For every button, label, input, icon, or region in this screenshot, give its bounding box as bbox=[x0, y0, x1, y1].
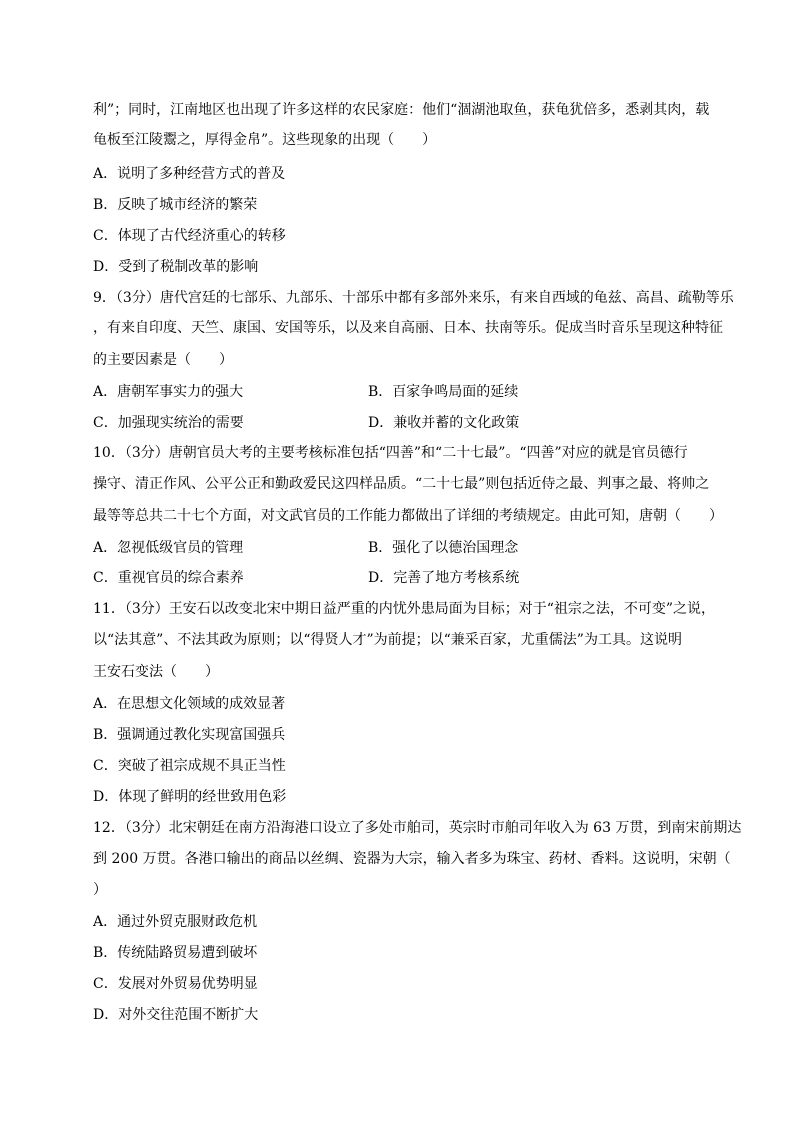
q11-option-a: A．在思想文化领域的成效显著 bbox=[93, 696, 286, 712]
q10-stem-line-2: 操守、清正作风、公平公正和勤政爱民这四样品质。“二十七最”则包括近侍之最、判事之最、将帅之 bbox=[93, 476, 710, 492]
q12-option-d: D．对外交往范围不断扩大 bbox=[93, 1007, 259, 1023]
q11-stem-line-2: 以“法其意”、不法其政为原则；以“得贤人才”为前提；以“兼采百家，尤重儒法”为工具。这说明 bbox=[93, 632, 682, 648]
q11-option-d: D．体现了鲜明的经世致用色彩 bbox=[93, 789, 287, 805]
q9-stem-line-3: 的主要因素是（ ） bbox=[93, 352, 233, 368]
q9-stem-line-1: 9．（3分）唐代宫廷的七部乐、九部乐、十部乐中都有多部外来乐，有来自西域的龟兹、高昌、疏勒等乐 bbox=[93, 290, 734, 306]
q11-stem-line-3: 王安石变法（ ） bbox=[93, 664, 219, 680]
q11-option-c: C．突破了祖宗成规不具正当性 bbox=[93, 758, 286, 774]
q8-option-a: A．说明了多种经营方式的普及 bbox=[93, 166, 286, 182]
q12-stem-line-3: ） bbox=[93, 882, 107, 898]
q9-option-d: D．兼收并蓄的文化政策 bbox=[368, 415, 520, 431]
q11-option-b: B．强调通过教化实现富国强兵 bbox=[93, 727, 286, 743]
q8-option-c: C．体现了古代经济重心的转移 bbox=[93, 228, 286, 244]
q9-option-b: B．百家争鸣局面的延续 bbox=[368, 384, 519, 400]
q10-option-c: C．重视官员的综合素养 bbox=[93, 570, 244, 586]
q12-option-c: C．发展对外贸易优势明显 bbox=[93, 976, 258, 992]
q9-option-a: A．唐朝军事实力的强大 bbox=[93, 384, 244, 400]
q8-stem-line-1: 利”；同时，江南地区也出现了许多这样的农民家庭：他们“涸湖池取鱼，获龟犹倍多，悉剥其肉，载 bbox=[93, 102, 710, 118]
q10-option-d: D．完善了地方考核系统 bbox=[368, 570, 520, 586]
q8-option-b: B．反映了城市经济的繁荣 bbox=[93, 197, 258, 213]
q9-option-c: C．加强现实统治的需要 bbox=[93, 415, 244, 431]
q10-stem-line-3: 最等等总共二十七个方面，对文武官员的工作能力都做出了详细的考绩规定。由此可知，唐朝（ ） bbox=[93, 508, 723, 524]
q10-stem-line-1: 10．（3分）唐朝官员大考的主要考核标准包括“四善”和“二十七最”。“四善”对应的就是官员德行 bbox=[93, 445, 688, 461]
q8-stem-line-2: 龟板至江陵鬻之，厚得金帛”。这些现象的出现（ ） bbox=[93, 132, 437, 148]
q10-option-b: B．强化了以德治国理念 bbox=[368, 540, 519, 556]
q9-stem-line-2: ，有来自印度、天竺、康国、安国等乐，以及来自高丽、日本、扶南等乐。促成当时音乐呈现这种特征 bbox=[93, 320, 723, 336]
q12-option-a: A．通过外贸克服财政危机 bbox=[93, 914, 258, 930]
q11-stem-line-1: 11．（3分）王安石以改变北宋中期日益严重的内忧外患局面为目标；对于“祖宗之法，不可变”之说， bbox=[93, 601, 716, 617]
q8-option-d: D．受到了税制改革的影响 bbox=[93, 259, 259, 275]
q12-option-b: B．传统陆路贸易遭到破坏 bbox=[93, 945, 258, 961]
q10-option-a: A．忽视低级官员的管理 bbox=[93, 540, 244, 556]
q12-stem-line-1: 12．（3分）北宋朝廷在南方沿海港口设立了多处市舶司，英宗时市舶司年收入为 63 万贯，到南宋前期达 bbox=[93, 820, 742, 836]
q12-stem-line-2: 到 200 万贯。各港口输出的商品以丝绸、瓷器为大宗，输入者多为珠宝、药材、香料。这说明，宋朝（ bbox=[93, 851, 731, 867]
